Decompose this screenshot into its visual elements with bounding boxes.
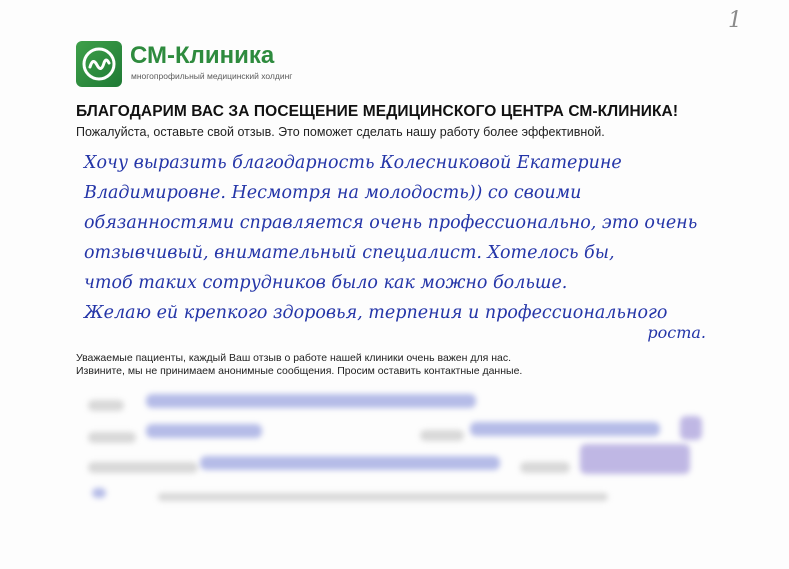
redacted-label bbox=[88, 462, 198, 473]
review-line: Хочу выразить благодарность Колесниковой Екатерине bbox=[84, 153, 622, 173]
redacted-mark bbox=[92, 488, 106, 498]
page-number: 1 bbox=[728, 8, 742, 33]
redacted-phone bbox=[146, 424, 262, 438]
redacted-label bbox=[88, 400, 124, 411]
notice-line: Извините, мы не принимаем анонимные сообщения. Просим оставить контактные данные. bbox=[76, 365, 523, 377]
review-line: Владимировне. Несмотря на молодость)) со своими bbox=[84, 183, 582, 203]
page-heading: БЛАГОДАРИМ ВАС ЗА ПОСЕЩЕНИЕ МЕДИЦИНСКОГО ЦЕНТРА СМ-КЛИНИКА! bbox=[76, 103, 679, 120]
brand-tagline: многопрофильный медицинский холдинг bbox=[131, 71, 293, 81]
handwritten-review bbox=[84, 148, 734, 348]
redacted-mark bbox=[680, 416, 702, 440]
brand-name: СМ-Клиника bbox=[130, 42, 275, 69]
logo-icon bbox=[76, 41, 122, 87]
review-line: роста. bbox=[647, 323, 706, 342]
review-line: отзывчивый, внимательный специалист. Хотелось бы, bbox=[84, 243, 615, 263]
review-line: чтоб таких сотрудников было как можно больше. bbox=[84, 273, 568, 293]
redacted-email bbox=[470, 422, 660, 436]
redacted-address bbox=[200, 456, 500, 470]
redacted-signature bbox=[580, 444, 690, 474]
page-subheading: Пожалуйста, оставьте свой отзыв. Это поможет сделать нашу работу более эффективной. bbox=[76, 125, 605, 139]
review-line: Желаю ей крепкого здоровья, терпения и профессионального bbox=[84, 303, 668, 323]
redacted-label bbox=[420, 430, 464, 441]
redacted-label bbox=[88, 432, 136, 443]
redacted-footnote bbox=[158, 493, 608, 501]
redacted-label bbox=[520, 462, 570, 473]
notice-line: Уважаемые пациенты, каждый Ваш отзыв о работе нашей клиники очень важен для нас. bbox=[76, 352, 512, 364]
review-line: обязанностями справляется очень профессионально, это очень bbox=[84, 213, 698, 233]
redacted-name bbox=[146, 394, 476, 408]
